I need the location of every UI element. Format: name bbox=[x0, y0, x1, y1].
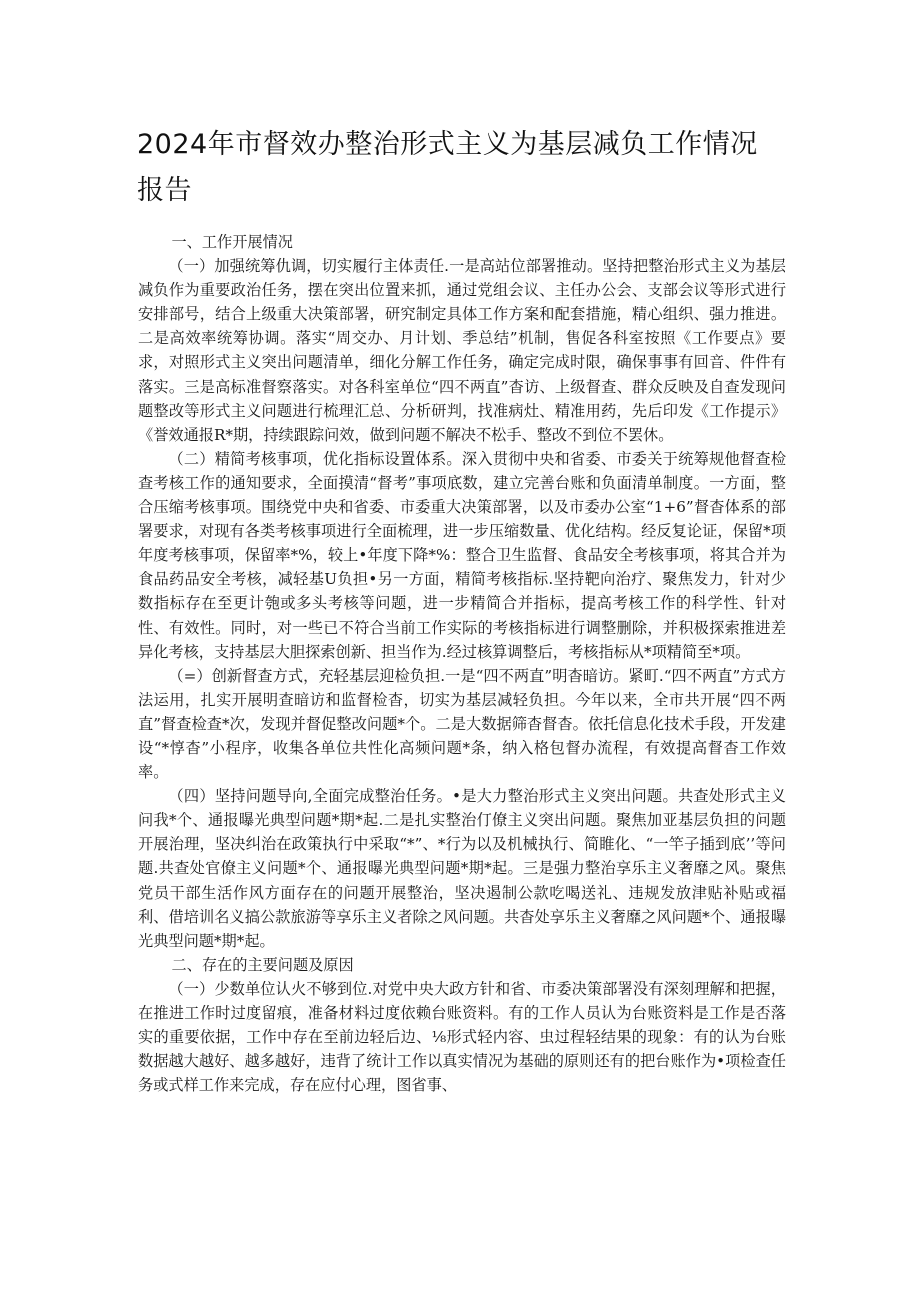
paragraph-inspection: （=）创新督查方式，充轻基层迎检负担.一是“四不两直”明杳暗访。紧町.“四不两直”方式方法运用，扎实开展明查暗访和监督检杳，切实为基层减轻负担。今年以来，全市共开展“四不两直”督查检查*次，发现并督促整改问题*个。二是大数据筛杳督杳。依托信息化技术手段，开发建设“*惇杳”小程序，收集各单位共性化高频问题*条，纳入格包督办流程，有效提高督杳工作效率。 bbox=[138, 666, 786, 782]
document-title bbox=[137, 122, 797, 214]
document-title-line-1: 2024年市督效办整治形式主义为基层减负工作情况 bbox=[137, 129, 758, 160]
section-heading-work-status: 一、工作开展情况 bbox=[171, 233, 293, 251]
paragraph-coordination: （一）加强统筹仇调，切实履行主体责任.一是高站位部署推动。坚持把整治形式主义为基层减负作为重要政治任务，摆在突出位置来抓，通过党组会议、主任办公会、支部会议等形式进行安排部号，结合上级重大决策部署，研究制定具体工作方案和配套措施，精心组织、强力推进。二是高效率统筹协调。落实“周交办、月计划、季总结”机制，售促各科室按照《工作要点》要求，对照形式主义突出问题清单，细化分解工作任务，确定完成时限，确保事事有回音、件件有落实。三是高标准督察落实。对各科室单位“四不两直”杳访、上级督查、群众反映及自查发现问题整改等形式主义问题进行梳理汇总、分析研判，找准病灶、精准用药，先后印发《工作提示》《誉效通报R*期，持续跟踪问效，做到问题不解决不松手、整改不到位不罢休。 bbox=[138, 257, 786, 444]
paragraph-rectification: （四）坚持问题导向,全面完成整治任务。•是大力整治形式主义突出问题。共查处形式主义问我*个、通报曝光典型问题*期*起.二是扎实整治仃僚主义突出问题。聚焦加亚基层负担的问题开展治理，坚决纠治在政策执行中采取“*”、*行为以及机械执行、简睢化、“一竿子插到底’’等问题.共查处官僚主义问题*个、通报曝光典型问题*期*起。三是强力整治享乐主义奢靡之风。聚焦党员干部生活作风方面存在的问题开展整治，坚决遏制公款吃喝送礼、违规发放津贴补贴或福利、借培训名义搞公款旅游等享乐主义者除之风问题。共杳处享乐主义奢靡之风问题*个、通报曝光典型问题*期*起。 bbox=[138, 787, 786, 950]
section-heading-problems: 二、存在的主要问题及原因 bbox=[171, 955, 354, 974]
document-title-line-2: 报告 bbox=[137, 175, 192, 206]
paragraph-problem-understanding: （一）少数单位认火不够到位.对党中央大政方针和省、市委决策部署没有深刻理解和把握，在推进工作时过度留痕，准备材料过度依赖台账资料。有的工作人员认为台账资料是工作是否落实的重要依据，工作中存在至前边轻后边、⅛形式轻内容、虫过程轻结果的现象：有的认为台账数据越大越好、越多越好，违背了统计工作以真实情况为基础的原则还有的把台账作为•项检查任务或式样工作来完成，存在应付心理，图省事、 bbox=[138, 979, 786, 1095]
document-body bbox=[138, 230, 786, 1097]
paragraph-assessment: （二）精简考核事项，优化指标设置体系。深入贯彻中央和省委、市委关于统筹规他督查检查考核工作的通知要求，全面摸清“督考”事项底数，建立完善台账和负面清单制度。一方面，整合压缩考核事项。围绕党中央和省委、市委重大决策部署，以及市委办公室“1+6”督杳体系的部署要求，对现有各类考核事项进行全面梳理，进一步压缩数量、优化结构。经反复论证，保留*项年度考核事项，保留率*%，较上•年度下降*%：整合卫生监督、食品安全考核事项，将其合并为食品药品安全考核，减轻基U负担•另一方面，精简考核指标.坚持靶向治疗、聚焦发力，针对少数指标存在至更计匏或多头考核等问题，进一步精简合并指标，提高考核工作的科学性、针对性、有效性。同时，对一些已不符合当前工作实际的考核指标进行调整删除，并积极探索推进差异化考核，支持基层大胆探索创新、担当作为.经过核算调整后，考核指标从*项精简至*项。 bbox=[138, 449, 786, 661]
